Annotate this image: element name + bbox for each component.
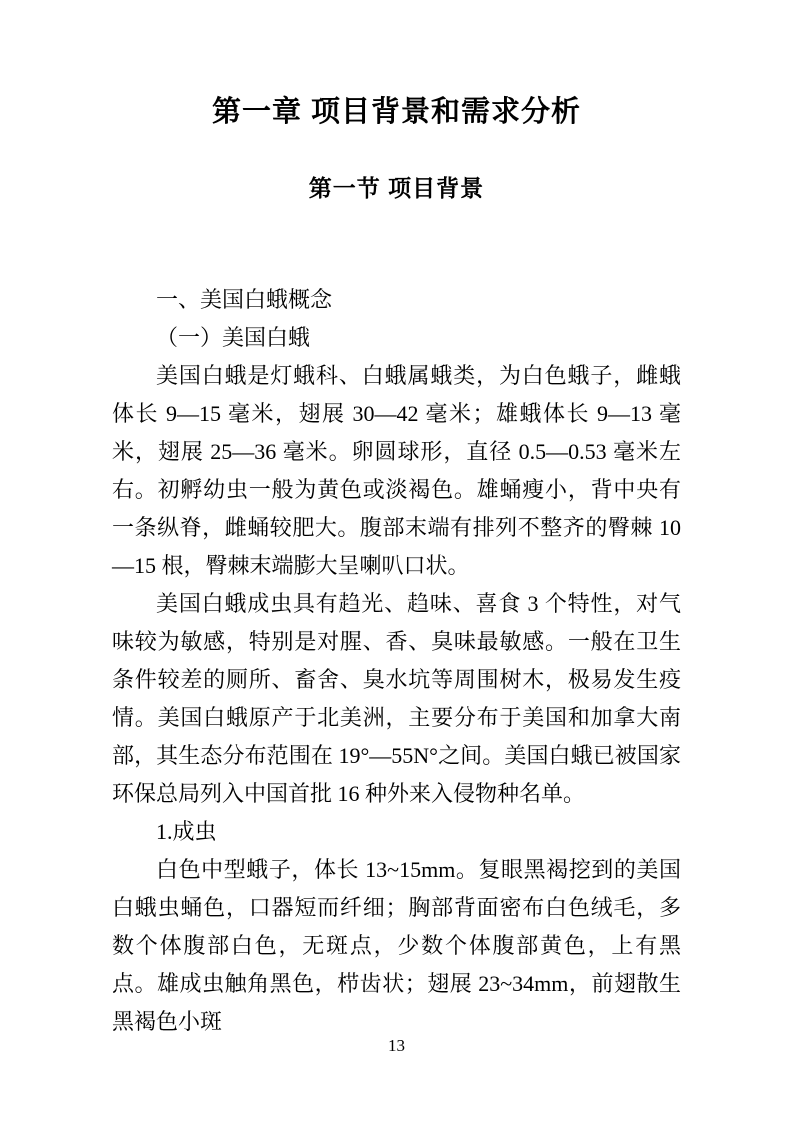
paragraph-heading-concept: 一、美国白蛾概念 [156,287,333,312]
paragraph-heading-white-moth: （一）美国白蛾 [156,325,311,350]
chapter-title: 第一章 项目背景和需求分析 [211,96,582,128]
paragraph-adult-description: 白色中型蛾子，体长 13~15mm。复眼黑褐挖到的美国白蛾虫蛹色，口器短而纤细；胸部背面密布白色绒毛，多数个体腹部白色，无斑点，少数个体腹部黄色，上有黑点。雄成虫触角黑色，栉齿状；翅展 23~34mm，前翅散生黑褐色小斑 [112,857,681,1034]
section-title: 第一节 项目背景 [308,175,485,201]
paragraph-moth-habits: 美国白蛾成虫具有趋光、趋味、喜食 3 个特性，对气味较为敏感，特别是对腥、香、臭味最敏感。一般在卫生条件较差的厕所、畜舍、臭水坑等周围树木，极易发生疫情。美国白蛾原产于北美洲，主要分布于美国和加拿大南部，其生态分布范围在 19°—55N°之间。美国白蛾已被国家环保总局列入中国首批 16 种外来入侵物种名单。 [112,591,681,806]
paragraph-heading-adult: 1.成虫 [156,819,217,844]
document-body [112,281,681,1041]
paragraph-moth-description: 美国白蛾是灯蛾科、白蛾属蛾类，为白色蛾子，雌蛾体长 9—15 毫米，翅展 30—42 毫米；雄蛾体长 9—13 毫米，翅展 25—36 毫米。卵圆球形，直径 0.5—0.53 毫米左右。初孵幼虫一般为黄色或淡褐色。雄蛹瘦小，背中央有一条纵脊，雌蛹较肥大。腹部末端有排列不整齐的臀棘 10—15 根，臀棘末端膨大呈喇叭口状。 [112,363,681,578]
page-number: 13 [388,1036,405,1055]
